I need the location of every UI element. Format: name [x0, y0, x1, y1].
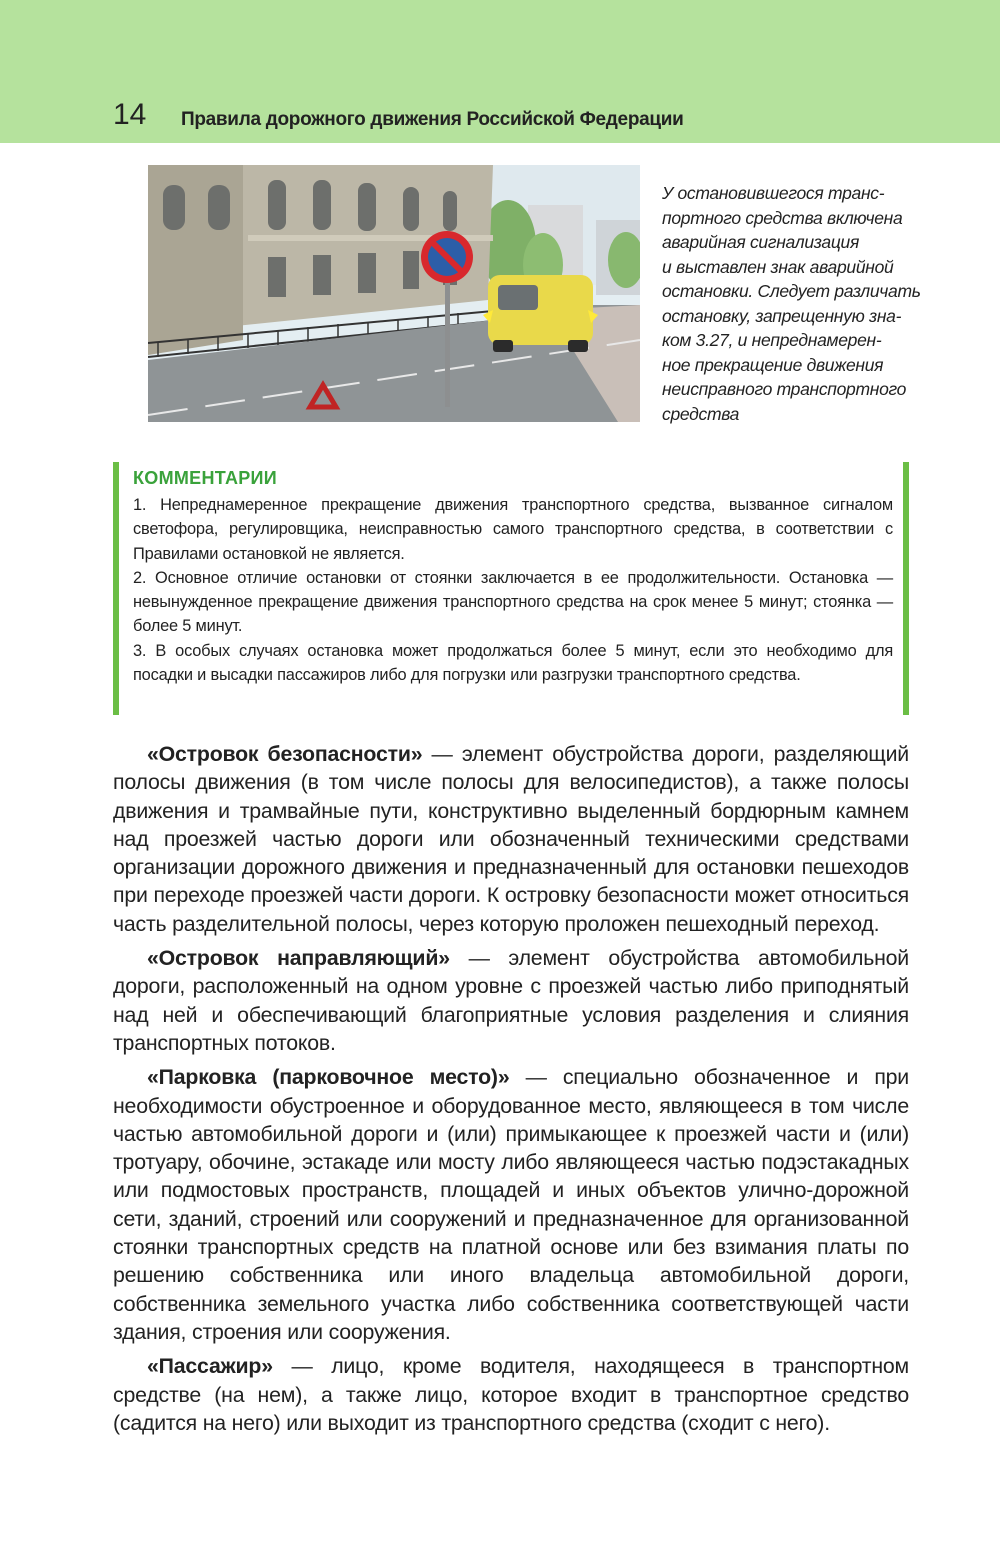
comments-list [133, 493, 893, 687]
running-title: Правила дорожного движения Российской Федерации [181, 109, 684, 130]
definition-term: «Парковка (парковочное место)» [147, 1065, 510, 1090]
definition-text: — лицо, кроме водителя, находящееся в транспортном средстве (на нем), а также лицо, которое входит в транспортное средство (садится на него) или выходит из транспортного средства (сходит с него). [113, 1354, 909, 1435]
definition-text: — специально обозначенное и при необходимости обустроенное и оборудованное место, являющееся в том числе частью автомобильной дороги и (или) примыкающее к проезжей части и (или) тротуару, обочине, эстакаде или мосту либо являющееся частью подэстакадных или подмостовых пространств, площадей и иных объектов улично-дорожной сети, зданий, строений или сооружений и предназначенное для организованной стоянки транспортных средств на платной основе или без взимания платы по решению собственника или иного владельца автомобильной дороги, собственника земельного участка либо собственника соответствующей части здания, строения или сооружения. [113, 1065, 909, 1344]
definition-paragraph [113, 944, 909, 1057]
definition-text: — элемент обустройства дороги, разделяющий полосы движения (в том числе полосы для велосипедистов), а также полосы движения и трамвайные пути, конструктивно выделенный бордюрным камнем над проезжей частью дороги или обозначенный техническими средствами организации дорожного движения и предназначенный для остановки пешеходов при переходе проезжей части дороги. К островку безопасности может относиться часть разделительной полосы, через которую проложен пешеходный переход. [113, 742, 909, 936]
comment-item: 1. Непреднамеренное прекращение движения транспортного средства, вызванное сигналом светофора, регулировщика, неисправностью самого транспортного средства, в соответствии с Правилами остановкой не является. [133, 496, 893, 563]
definition-paragraph [113, 1352, 909, 1437]
definition-text: — элемент обустройства автомобильной дороги, расположенный на одном уровне с проезжей частью либо приподнятый над ней и обеспечивающий благоприятные условия разделения и слияния транспортных потоков. [113, 946, 909, 1055]
comment-item: 3. В особых случаях остановка может продолжаться более 5 минут, если это необходимо для посадки и высадки пассажиров либо для погрузки или разгрузки транспортного средства. [133, 641, 893, 685]
figure-caption: У остановившегося транс- портного средства включена аварийная сигнализация и выставлен знак аварийной остановки. Следует различать остановку, запрещенную зна- ком 3.27, и непреднамерен- ное прекращение движения неисправного транспортного средства [662, 183, 921, 424]
page-number: 14 [113, 98, 147, 131]
comments-title: КОММЕНТАРИИ [133, 468, 278, 488]
definition-term: «Пассажир» [147, 1354, 273, 1379]
comment-item: 2. Основное отличие остановки от стоянки заключается в ее продолжительности. Остановка — невынужденное прекращение движения транспортного средства на срок менее 5 минут; стоянка — более 5 минут. [133, 568, 893, 636]
page-header [0, 0, 1000, 143]
comments-box [113, 462, 909, 715]
definition-paragraph [113, 1063, 909, 1346]
definition-term: «Островок направляющий» [147, 946, 450, 971]
street-illustration [148, 165, 640, 422]
definition-paragraph [113, 740, 909, 938]
definitions-section [113, 740, 909, 1443]
definition-term: «Островок безопасности» [147, 742, 423, 766]
